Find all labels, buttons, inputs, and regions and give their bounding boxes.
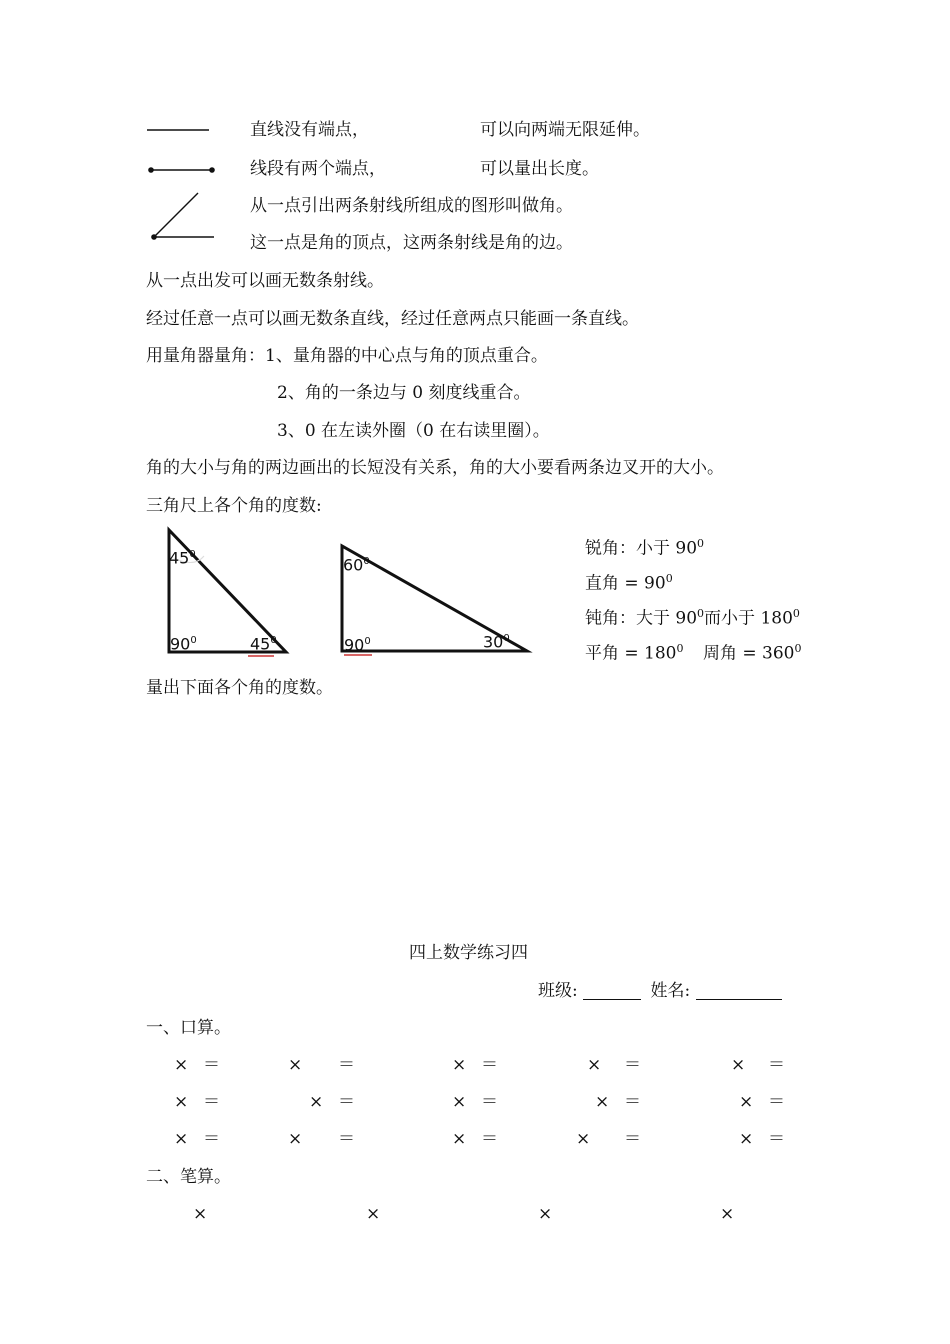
triangles-right-sup: 0 bbox=[503, 633, 510, 644]
worksheet-equals: ＝ bbox=[481, 1092, 498, 1112]
straight-line-figure bbox=[146, 124, 212, 136]
triangles-left-bottom_left: 90 bbox=[170, 634, 191, 654]
protractor-step-3: 3、0 在左读外圈（0 在右读里圈）。 bbox=[277, 421, 550, 441]
worksheet-equals: ＝ bbox=[481, 1055, 498, 1075]
triangles-left-sup: 0 bbox=[190, 635, 197, 646]
worksheet-equals: ＝ bbox=[203, 1055, 220, 1075]
worksheet-times: × bbox=[576, 1129, 591, 1149]
worksheet-times: × bbox=[309, 1092, 324, 1112]
triangles-left-top: 45 bbox=[169, 548, 190, 568]
worksheet-times: × bbox=[193, 1204, 208, 1224]
angle_types-obtuse-sup_b: 0 bbox=[792, 607, 800, 620]
angle_types-straight-label: 平角 = 180 bbox=[585, 643, 677, 664]
class-label: 班级: bbox=[538, 981, 578, 1001]
worksheet-times: × bbox=[720, 1204, 735, 1224]
line-definition-part2: 可以向两端无限延伸。 bbox=[480, 120, 650, 140]
mental-row-3 bbox=[0, 1131, 950, 1151]
section-written-calculation: 二、笔算。 bbox=[146, 1167, 231, 1187]
triangles-right-sup: 0 bbox=[363, 556, 370, 567]
angle_types-acute-sup: 0 bbox=[697, 537, 705, 550]
angle_types-straight-sup: 0 bbox=[676, 642, 684, 655]
section-mental-arithmetic: 一、口算。 bbox=[146, 1018, 231, 1038]
segment-definition-part1: 线段有两个端点， bbox=[250, 159, 386, 179]
right-triangle-top-angle bbox=[343, 557, 370, 573]
triangles-right-bottom_left: 90 bbox=[344, 635, 365, 655]
worksheet-equals: ＝ bbox=[203, 1129, 220, 1149]
worksheet-equals: ＝ bbox=[768, 1092, 785, 1112]
worksheet-equals: ＝ bbox=[203, 1092, 220, 1112]
worksheet-times: × bbox=[452, 1055, 467, 1075]
triangles-right-sup: 0 bbox=[364, 636, 371, 647]
triangles-left-bottom_right: 45 bbox=[250, 634, 271, 654]
straight-line-fact: 经过任意一点可以画无数条直线，经过任意两点只能画一条直线。 bbox=[146, 309, 639, 329]
worksheet-equals: ＝ bbox=[768, 1055, 785, 1075]
worksheet-equals: ＝ bbox=[624, 1055, 641, 1075]
worksheet-times: × bbox=[731, 1055, 746, 1075]
worksheet-times: × bbox=[174, 1092, 189, 1112]
worksheet-equals: ＝ bbox=[624, 1092, 641, 1112]
worksheet-times: × bbox=[538, 1204, 553, 1224]
right-triangle-right-angle bbox=[344, 637, 371, 653]
worksheet-times: × bbox=[587, 1055, 602, 1075]
measure-prompt: 量出下面各个角的度数。 bbox=[146, 678, 333, 698]
worksheet-equals: ＝ bbox=[338, 1129, 355, 1149]
set-square-title: 三角尺上各个角的度数: bbox=[146, 496, 322, 516]
angle_types-obtuse-label_b: 而小于 180 bbox=[704, 608, 793, 629]
angle_types-right-label: 直角 = 90 bbox=[585, 573, 666, 594]
obtuse-angle-definition bbox=[585, 608, 800, 628]
worksheet-title: 四上数学练习四 bbox=[409, 943, 528, 963]
name-label: 姓名: bbox=[650, 981, 691, 1001]
mental-row-1 bbox=[0, 1057, 950, 1077]
worksheet-times: × bbox=[452, 1129, 467, 1149]
angle_types-full-sup: 0 bbox=[794, 642, 802, 655]
triangles-left-sup: 0 bbox=[189, 549, 196, 560]
protractor-intro: 用量角器量角：1、量角器的中心点与角的顶点重合。 bbox=[146, 346, 548, 366]
triangles-left-sup: 0 bbox=[270, 635, 277, 646]
worksheet-times: × bbox=[739, 1129, 754, 1149]
worksheet-equals: ＝ bbox=[481, 1129, 498, 1149]
segment-definition-part2: 可以量出长度。 bbox=[480, 159, 599, 179]
angle_types-obtuse-sup_a: 0 bbox=[697, 607, 705, 620]
straight-angle-definition bbox=[585, 643, 684, 663]
acute-angle-definition bbox=[585, 538, 704, 558]
worksheet-times: × bbox=[739, 1092, 754, 1112]
worksheet-times: × bbox=[174, 1129, 189, 1149]
triangles-right-bottom_right: 30 bbox=[483, 632, 504, 652]
worksheet-times: × bbox=[174, 1055, 189, 1075]
worksheet-equals: ＝ bbox=[338, 1055, 355, 1075]
line-definition-part1: 直线没有端点， bbox=[250, 120, 369, 140]
worksheet-times: × bbox=[288, 1129, 303, 1149]
angle_types-full-label: 周角 = 360 bbox=[703, 643, 795, 664]
angle_types-acute-label: 锐角：小于 90 bbox=[585, 538, 698, 559]
class-blank[interactable] bbox=[583, 983, 641, 1000]
protractor-step-2: 2、角的一条边与 0 刻度线重合。 bbox=[277, 383, 531, 403]
right-angle-definition bbox=[585, 573, 673, 593]
worksheet-equals: ＝ bbox=[768, 1129, 785, 1149]
angle-size-note: 角的大小与角的两边画出的长短没有关系，角的大小要看两条边叉开的大小。 bbox=[146, 458, 724, 478]
worksheet-times: × bbox=[366, 1204, 381, 1224]
right-triangle-bottom-angle bbox=[483, 634, 510, 650]
mental-row-2 bbox=[0, 1094, 950, 1114]
ray-fact: 从一点出发可以画无数条射线。 bbox=[146, 271, 384, 291]
name-blank[interactable] bbox=[696, 983, 782, 1000]
angle_types-obtuse-label_a: 钝角：大于 90 bbox=[585, 608, 698, 629]
left-triangle-top-angle bbox=[169, 550, 196, 566]
line-segment-figure bbox=[146, 164, 218, 176]
worksheet-times: × bbox=[595, 1092, 610, 1112]
full-angle-definition bbox=[703, 643, 802, 663]
left-triangle-right-angle bbox=[170, 636, 197, 652]
left-triangle-bottom-angle bbox=[250, 636, 277, 652]
worksheet-equals: ＝ bbox=[624, 1129, 641, 1149]
written-row bbox=[0, 1206, 950, 1226]
worksheet-times: × bbox=[288, 1055, 303, 1075]
angle-figure bbox=[146, 188, 218, 246]
angle-definition: 从一点引出两条射线所组成的图形叫做角。 bbox=[250, 196, 573, 216]
worksheet-equals: ＝ bbox=[338, 1092, 355, 1112]
angle-parts-text: 这一点是角的顶点，这两条射线是角的边。 bbox=[250, 233, 573, 253]
student-info bbox=[538, 983, 782, 1000]
triangles-right-top: 60 bbox=[343, 555, 364, 575]
worksheet-times: × bbox=[452, 1092, 467, 1112]
angle_types-right-sup: 0 bbox=[665, 572, 673, 585]
